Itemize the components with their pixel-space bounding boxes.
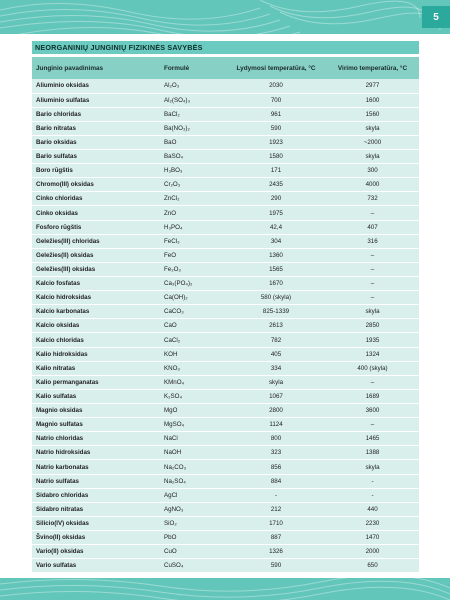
boiling-point-cell: 407	[326, 220, 419, 234]
table-row	[32, 248, 419, 262]
compound-name-cell: Vario sulfatas	[32, 559, 150, 573]
melting-point-cell: 887	[226, 531, 326, 545]
compound-name-cell: Kalcio oksidas	[32, 319, 150, 333]
column-header-formula: Formulė	[150, 57, 226, 79]
boiling-point-cell: skyla	[326, 150, 419, 164]
melting-point-cell: 590	[226, 121, 326, 135]
boiling-point-cell: 4000	[326, 178, 419, 192]
melting-point-cell: 2435	[226, 178, 326, 192]
boiling-point-cell: –	[326, 206, 419, 220]
formula-cell: Al₂O₃	[150, 79, 226, 93]
compound-name-cell: Kalio hidroksidas	[32, 347, 150, 361]
formula-cell: BaO	[150, 135, 226, 149]
melting-point-cell: 304	[226, 234, 326, 248]
melting-point-cell: 212	[226, 502, 326, 516]
boiling-point-cell: 1324	[326, 347, 419, 361]
table-row	[32, 192, 419, 206]
table-row	[32, 319, 419, 333]
formula-cell: PbO	[150, 531, 226, 545]
melting-point-cell: 1670	[226, 277, 326, 291]
table-title: NEORGANINIŲ JUNGINIŲ FIZIKINĖS SAVYBĖS	[32, 41, 419, 54]
compound-name-cell: Magnio sulfatas	[32, 418, 150, 432]
formula-cell: NaCl	[150, 432, 226, 446]
formula-cell: H₃BO₃	[150, 164, 226, 178]
compound-name-cell: Bario nitratas	[32, 121, 150, 135]
formula-cell: H₃PO₄	[150, 220, 226, 234]
formula-cell: KNO₃	[150, 361, 226, 375]
compound-name-cell: Natrio karbonatas	[32, 460, 150, 474]
boiling-point-cell: 1935	[326, 333, 419, 347]
formula-cell: Ca₃(PO₄)₂	[150, 277, 226, 291]
melting-point-cell: 405	[226, 347, 326, 361]
boiling-point-cell: 1600	[326, 93, 419, 107]
table-row	[32, 545, 419, 559]
formula-cell: CuSO₄	[150, 559, 226, 573]
compound-name-cell: Kalcio chloridas	[32, 333, 150, 347]
table-header-row	[32, 57, 419, 79]
table-row	[32, 559, 419, 573]
boiling-point-cell: –	[326, 262, 419, 276]
formula-cell: MgO	[150, 404, 226, 418]
boiling-point-cell: 1470	[326, 531, 419, 545]
melting-point-cell: 700	[226, 93, 326, 107]
compound-name-cell: Švino(II) oksidas	[32, 531, 150, 545]
formula-cell: CaO	[150, 319, 226, 333]
compound-name-cell: Aliuminio sulfatas	[32, 93, 150, 107]
compound-name-cell: Sidabro nitratas	[32, 502, 150, 516]
table-row	[32, 474, 419, 488]
formula-cell: SiO₂	[150, 516, 226, 530]
formula-cell: BaCl₂	[150, 107, 226, 121]
table-row	[32, 121, 419, 135]
melting-point-cell: 856	[226, 460, 326, 474]
table-row	[32, 93, 419, 107]
compound-name-cell: Silicio(IV) oksidas	[32, 516, 150, 530]
table-row	[32, 446, 419, 460]
formula-cell: KMnO₄	[150, 375, 226, 389]
melting-point-cell: 42,4	[226, 220, 326, 234]
compound-name-cell: Sidabro chloridas	[32, 488, 150, 502]
boiling-point-cell: 400 (skyla)	[326, 361, 419, 375]
melting-point-cell: 334	[226, 361, 326, 375]
table-row	[32, 361, 419, 375]
compound-name-cell: Chromo(III) oksidas	[32, 178, 150, 192]
melting-point-cell: 2613	[226, 319, 326, 333]
melting-point-cell: 323	[226, 446, 326, 460]
compound-name-cell: Bario sulfatas	[32, 150, 150, 164]
table-row	[32, 502, 419, 516]
melting-point-cell: 800	[226, 432, 326, 446]
boiling-point-cell: 440	[326, 502, 419, 516]
formula-cell: Na₂CO₃	[150, 460, 226, 474]
table-row	[32, 206, 419, 220]
melting-point-cell: 290	[226, 192, 326, 206]
melting-point-cell: 884	[226, 474, 326, 488]
melting-point-cell: -	[226, 488, 326, 502]
melting-point-cell: 1326	[226, 545, 326, 559]
compound-name-cell: Cinko oksidas	[32, 206, 150, 220]
boiling-point-cell: 650	[326, 559, 419, 573]
table-row	[32, 220, 419, 234]
boiling-point-cell: 732	[326, 192, 419, 206]
melting-point-cell: 1067	[226, 389, 326, 403]
boiling-point-cell: 300	[326, 164, 419, 178]
compound-name-cell: Boro rūgštis	[32, 164, 150, 178]
properties-table	[32, 57, 419, 573]
boiling-point-cell: 2000	[326, 545, 419, 559]
compound-name-cell: Natrio chloridas	[32, 432, 150, 446]
compound-name-cell: Cinko chloridas	[32, 192, 150, 206]
boiling-point-cell: 2850	[326, 319, 419, 333]
boiling-point-cell: –	[326, 418, 419, 432]
formula-cell: K₂SO₄	[150, 389, 226, 403]
boiling-point-cell: -	[326, 488, 419, 502]
formula-cell: NaOH	[150, 446, 226, 460]
formula-cell: MgSO₄	[150, 418, 226, 432]
melting-point-cell: 2030	[226, 79, 326, 93]
formula-cell: AgNO₃	[150, 502, 226, 516]
melting-point-cell: 1360	[226, 248, 326, 262]
melting-point-cell: 1565	[226, 262, 326, 276]
melting-point-cell: 961	[226, 107, 326, 121]
boiling-point-cell: skyla	[326, 460, 419, 474]
formula-cell: Fe₂O₃	[150, 262, 226, 276]
compound-name-cell: Vario(II) oksidas	[32, 545, 150, 559]
melting-point-cell: 825-1339	[226, 305, 326, 319]
column-header-name: Junginio pavadinimas	[32, 57, 150, 79]
boiling-point-cell: 2230	[326, 516, 419, 530]
compound-name-cell: Fosforo rūgštis	[32, 220, 150, 234]
formula-cell: CaCO₃	[150, 305, 226, 319]
formula-cell: Al₂(SO₄)₃	[150, 93, 226, 107]
table-row	[32, 234, 419, 248]
compound-name-cell: Geležies(II) oksidas	[32, 248, 150, 262]
formula-cell: Ba(NO₃)₂	[150, 121, 226, 135]
formula-cell: Ca(OH)₂	[150, 291, 226, 305]
formula-cell: AgCl	[150, 488, 226, 502]
boiling-point-cell: –	[326, 277, 419, 291]
compound-name-cell: Kalio nitratas	[32, 361, 150, 375]
compound-name-cell: Geležies(III) chloridas	[32, 234, 150, 248]
formula-cell: CuO	[150, 545, 226, 559]
boiling-point-cell: 316	[326, 234, 419, 248]
table-row	[32, 516, 419, 530]
table-row	[32, 79, 419, 93]
table-row	[32, 262, 419, 276]
compound-name-cell: Bario oksidas	[32, 135, 150, 149]
formula-cell: Na₂SO₄	[150, 474, 226, 488]
boiling-point-cell: 1465	[326, 432, 419, 446]
compound-name-cell: Magnio oksidas	[32, 404, 150, 418]
formula-cell: ZnO	[150, 206, 226, 220]
compound-name-cell: Bario chloridas	[32, 107, 150, 121]
table-row	[32, 432, 419, 446]
compound-name-cell: Kalio permanganatas	[32, 375, 150, 389]
boiling-point-cell: 1560	[326, 107, 419, 121]
table-row	[32, 178, 419, 192]
formula-cell: BaSO₄	[150, 150, 226, 164]
formula-cell: FeCl₃	[150, 234, 226, 248]
boiling-point-cell: skyla	[326, 121, 419, 135]
melting-point-cell: 171	[226, 164, 326, 178]
melting-point-cell: 1580	[226, 150, 326, 164]
table-row	[32, 404, 419, 418]
melting-point-cell: skyla	[226, 375, 326, 389]
compound-name-cell: Kalcio karbonatas	[32, 305, 150, 319]
boiling-point-cell: -	[326, 474, 419, 488]
melting-point-cell: 1124	[226, 418, 326, 432]
melting-point-cell: 580 (skyla)	[226, 291, 326, 305]
melting-point-cell: 2800	[226, 404, 326, 418]
compound-name-cell: Kalio sulfatas	[32, 389, 150, 403]
boiling-point-cell: –	[326, 375, 419, 389]
table-row	[32, 375, 419, 389]
table-row	[32, 150, 419, 164]
compound-name-cell: Aliuminio oksidas	[32, 79, 150, 93]
melting-point-cell: 1710	[226, 516, 326, 530]
table-row	[32, 164, 419, 178]
table-row	[32, 531, 419, 545]
table-row	[32, 347, 419, 361]
compound-name-cell: Kalcio hidroksidas	[32, 291, 150, 305]
table-row	[32, 135, 419, 149]
table-row	[32, 305, 419, 319]
boiling-point-cell: 1689	[326, 389, 419, 403]
boiling-point-cell: –	[326, 291, 419, 305]
compound-name-cell: Natrio sulfatas	[32, 474, 150, 488]
formula-cell: ZnCl₂	[150, 192, 226, 206]
wave-pattern-top	[0, 0, 450, 34]
table-row	[32, 418, 419, 432]
compound-name-cell: Kalcio fosfatas	[32, 277, 150, 291]
melting-point-cell: 1975	[226, 206, 326, 220]
page-number: 5	[422, 6, 450, 28]
formula-cell: FeO	[150, 248, 226, 262]
table-row	[32, 277, 419, 291]
table-row	[32, 333, 419, 347]
boiling-point-cell: skyla	[326, 305, 419, 319]
melting-point-cell: 590	[226, 559, 326, 573]
bottom-decorative-band	[0, 578, 450, 600]
boiling-point-cell: 3600	[326, 404, 419, 418]
table-row	[32, 460, 419, 474]
formula-cell: CaCl₂	[150, 333, 226, 347]
boiling-point-cell: 1388	[326, 446, 419, 460]
boiling-point-cell: –	[326, 248, 419, 262]
melting-point-cell: 782	[226, 333, 326, 347]
column-header-melting: Lydymosi temperatūra, °C	[226, 57, 326, 79]
boiling-point-cell: ~2000	[326, 135, 419, 149]
table-row	[32, 107, 419, 121]
table-row	[32, 389, 419, 403]
table-row	[32, 291, 419, 305]
compound-name-cell: Geležies(III) oksidas	[32, 262, 150, 276]
top-decorative-band	[0, 0, 450, 34]
table-row	[32, 488, 419, 502]
wave-pattern-bottom	[0, 578, 450, 600]
compound-name-cell: Natrio hidroksidas	[32, 446, 150, 460]
melting-point-cell: 1923	[226, 135, 326, 149]
formula-cell: Cr₂O₃	[150, 178, 226, 192]
column-header-boiling: Virimo temperatūra, °C	[326, 57, 419, 79]
boiling-point-cell: 2977	[326, 79, 419, 93]
formula-cell: KOH	[150, 347, 226, 361]
